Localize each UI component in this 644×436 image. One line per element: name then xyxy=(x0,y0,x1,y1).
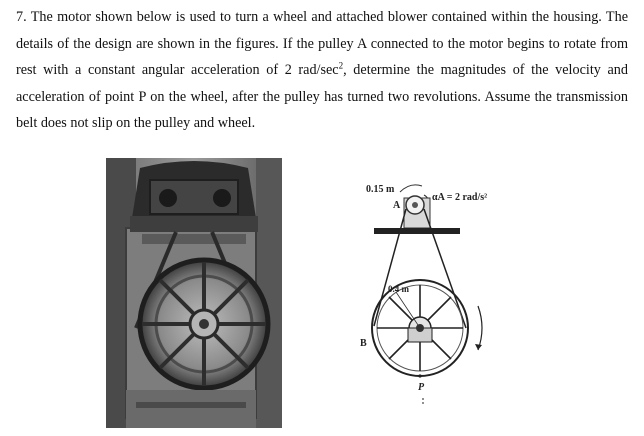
pulley-a-label: A xyxy=(393,200,401,211)
wheel-radius-label: 0.4 m xyxy=(388,284,409,294)
blower-photo xyxy=(106,158,282,428)
pulley-wheel-diagram xyxy=(356,178,546,418)
problem-text-part2: , determine the magnitudes of the velocity and acceleration of point P on the wheel, after the pulley has turned two revolutions. Assume the transmission belt does not slip on the pulley and wheel. xyxy=(16,62,628,131)
problem-statement xyxy=(16,4,628,137)
problem-superscript: 2 xyxy=(338,60,344,71)
point-b-label: B xyxy=(360,338,367,349)
pulley-radius-label: 0.15 m xyxy=(366,184,395,195)
motor-mount-bar xyxy=(374,228,460,234)
wheel-rotation-arrow xyxy=(478,306,482,350)
point-p-marker xyxy=(418,374,421,377)
alpha-a-label: αA = 2 rad/s² xyxy=(432,192,488,203)
problem-text-part1: 7. The motor shown below is used to turn a wheel and attached blower contained within the housing. The details of the design are shown in the figures. If the pulley A connected to the motor begins to rotate from rest with a constant angular acceleration of 2 rad/sec xyxy=(16,9,628,78)
point-p-label: P xyxy=(418,382,425,393)
belt-right xyxy=(424,209,466,328)
